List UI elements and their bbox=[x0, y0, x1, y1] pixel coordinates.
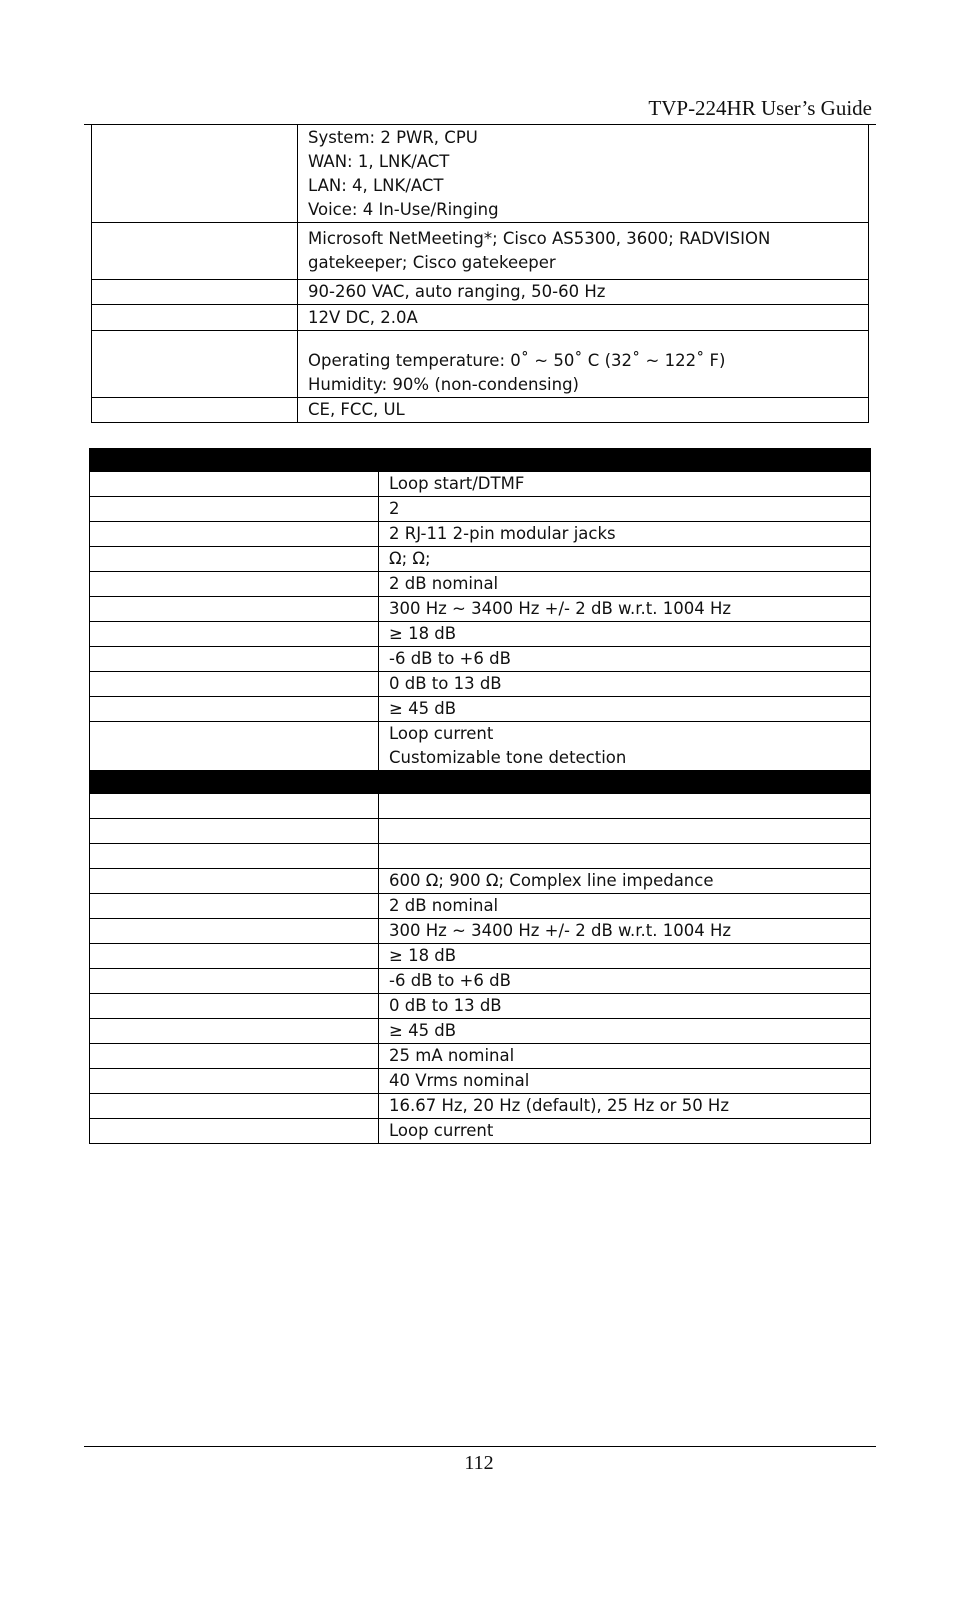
cell-line: LAN: 4, LNK/ACT bbox=[308, 175, 444, 195]
value-cell bbox=[379, 597, 871, 622]
cell-line: 2 RJ-11 2-pin modular jacks bbox=[389, 524, 616, 543]
value-cell bbox=[379, 497, 871, 522]
label-cell bbox=[90, 819, 379, 844]
label-cell bbox=[92, 305, 298, 331]
value-cell bbox=[379, 1119, 871, 1144]
cell-line: WAN: 1, LNK/ACT bbox=[308, 151, 450, 171]
section-band bbox=[90, 449, 871, 472]
cell-line: Ω; Ω; bbox=[389, 549, 431, 568]
cell-line: Loop current bbox=[389, 1121, 494, 1140]
table-row bbox=[90, 672, 871, 697]
spec-table-voice bbox=[89, 448, 871, 1144]
label-cell bbox=[90, 1094, 379, 1119]
cell-line: 600 Ω; 900 Ω; Complex line impedance bbox=[389, 871, 714, 890]
footer-rule bbox=[84, 1446, 876, 1447]
value-cell bbox=[379, 672, 871, 697]
value-cell bbox=[379, 919, 871, 944]
label-cell bbox=[90, 969, 379, 994]
value-cell bbox=[379, 844, 871, 869]
label-cell bbox=[90, 522, 379, 547]
table-row bbox=[90, 819, 871, 844]
table-row bbox=[90, 1094, 871, 1119]
label-cell bbox=[90, 622, 379, 647]
value-cell: CE, FCC, UL bbox=[298, 398, 869, 423]
value-cell bbox=[379, 794, 871, 819]
spec-table-general bbox=[91, 124, 869, 423]
value-cell bbox=[379, 994, 871, 1019]
section-band-cell bbox=[90, 449, 871, 472]
table-row bbox=[90, 794, 871, 819]
cell-line: 40 Vrms nominal bbox=[389, 1071, 530, 1090]
table-row bbox=[92, 398, 869, 423]
label-cell bbox=[90, 944, 379, 969]
value-cell bbox=[379, 944, 871, 969]
cell-line: ≥ 45 dB bbox=[389, 699, 457, 718]
value-cell bbox=[379, 647, 871, 672]
cell-line: Voice: 4 In-Use/Ringing bbox=[308, 199, 499, 219]
table-row bbox=[90, 869, 871, 894]
value-cell bbox=[379, 547, 871, 572]
cell-line: Loop current bbox=[389, 724, 494, 743]
cell-line: Humidity: 90% (non-condensing) bbox=[308, 375, 579, 394]
table-row bbox=[90, 894, 871, 919]
cell-line: 2 bbox=[389, 499, 400, 518]
value-cell bbox=[298, 125, 869, 223]
cell-line: 300 Hz ~ 3400 Hz +/- 2 dB w.r.t. 1004 Hz bbox=[389, 921, 732, 940]
label-cell bbox=[90, 794, 379, 819]
label-cell bbox=[92, 125, 298, 223]
table-row bbox=[90, 1119, 871, 1144]
label-cell bbox=[90, 1069, 379, 1094]
table-row bbox=[90, 647, 871, 672]
table-row bbox=[92, 280, 869, 305]
table-row bbox=[90, 844, 871, 869]
table-row bbox=[92, 331, 869, 398]
value-cell bbox=[379, 894, 871, 919]
table-row bbox=[90, 994, 871, 1019]
cell-line: System: 2 PWR, CPU bbox=[308, 127, 478, 147]
label-cell bbox=[90, 722, 379, 771]
cell-line: Loop start/DTMF bbox=[389, 474, 525, 493]
label-cell bbox=[90, 647, 379, 672]
value-cell bbox=[379, 622, 871, 647]
value-cell bbox=[298, 331, 869, 398]
cell-line: ≥ 45 dB bbox=[389, 1021, 457, 1040]
label-cell bbox=[90, 1119, 379, 1144]
table-row bbox=[90, 522, 871, 547]
value-cell bbox=[298, 223, 869, 280]
cell-line: 16.67 Hz, 20 Hz (default), 25 Hz or 50 Hz bbox=[389, 1096, 729, 1115]
value-cell bbox=[379, 472, 871, 497]
label-cell bbox=[90, 547, 379, 572]
value-cell bbox=[379, 819, 871, 844]
cell-line: Microsoft NetMeeting*; Cisco AS5300, 3600; RADVISION bbox=[308, 229, 771, 248]
value-cell bbox=[379, 969, 871, 994]
header-title: TVP-224HR User’s Guide bbox=[648, 96, 872, 120]
value-cell bbox=[379, 1019, 871, 1044]
table-row bbox=[90, 472, 871, 497]
cell-line: 300 Hz ~ 3400 Hz +/- 2 dB w.r.t. 1004 Hz bbox=[389, 599, 732, 618]
section-band-cell bbox=[90, 771, 871, 794]
label-cell bbox=[90, 869, 379, 894]
cell-line: 25 mA nominal bbox=[389, 1046, 515, 1065]
table-row bbox=[90, 1044, 871, 1069]
table-row bbox=[90, 572, 871, 597]
label-cell bbox=[90, 672, 379, 697]
table-row bbox=[90, 597, 871, 622]
cell-line: 0 dB to 13 dB bbox=[389, 674, 502, 693]
table-row bbox=[90, 1069, 871, 1094]
value-cell: 90-260 VAC, auto ranging, 50-60 Hz bbox=[298, 280, 869, 305]
table-row bbox=[90, 622, 871, 647]
table-row bbox=[90, 697, 871, 722]
table-row bbox=[90, 919, 871, 944]
label-cell bbox=[90, 497, 379, 522]
spec-table-body bbox=[90, 449, 871, 1144]
value-cell bbox=[379, 722, 871, 771]
cell-line: 2 dB nominal bbox=[389, 574, 499, 593]
value-cell bbox=[379, 697, 871, 722]
label-cell bbox=[90, 697, 379, 722]
table-row bbox=[92, 223, 869, 280]
table-row bbox=[90, 722, 871, 771]
cell-line: -6 dB to +6 dB bbox=[389, 649, 511, 668]
cell-line: -6 dB to +6 dB bbox=[389, 971, 511, 990]
table-row bbox=[90, 1019, 871, 1044]
label-cell bbox=[90, 894, 379, 919]
cell-line: gatekeeper; Cisco gatekeeper bbox=[308, 253, 556, 272]
label-cell bbox=[90, 919, 379, 944]
table-row bbox=[90, 969, 871, 994]
value-cell bbox=[379, 869, 871, 894]
label-cell bbox=[92, 331, 298, 398]
value-cell bbox=[379, 1094, 871, 1119]
label-cell bbox=[90, 472, 379, 497]
section-band bbox=[90, 771, 871, 794]
table-row bbox=[92, 305, 869, 331]
label-cell bbox=[90, 1044, 379, 1069]
value-cell bbox=[379, 522, 871, 547]
label-cell bbox=[92, 398, 298, 423]
label-cell bbox=[90, 597, 379, 622]
cell-line: ≥ 18 dB bbox=[389, 624, 457, 643]
table-row bbox=[92, 125, 869, 223]
value-cell bbox=[379, 572, 871, 597]
cell-line: Operating temperature: 0˚ ~ 50˚ C (32˚ ~ 122˚ F) bbox=[308, 351, 726, 370]
value-cell bbox=[379, 1044, 871, 1069]
label-cell bbox=[90, 572, 379, 597]
cell-line: Customizable tone detection bbox=[389, 748, 627, 767]
label-cell bbox=[92, 223, 298, 280]
value-cell: 12V DC, 2.0A bbox=[298, 305, 869, 331]
table-row bbox=[90, 497, 871, 522]
value-cell bbox=[379, 1069, 871, 1094]
label-cell bbox=[90, 844, 379, 869]
cell-line: ≥ 18 dB bbox=[389, 946, 457, 965]
cell-line: 0 dB to 13 dB bbox=[389, 996, 502, 1015]
label-cell bbox=[92, 280, 298, 305]
cell-line: 2 dB nominal bbox=[389, 896, 499, 915]
table-row bbox=[90, 547, 871, 572]
label-cell bbox=[90, 994, 379, 1019]
label-cell bbox=[90, 1019, 379, 1044]
table-row bbox=[90, 944, 871, 969]
page-number: 112 bbox=[464, 1452, 494, 1474]
